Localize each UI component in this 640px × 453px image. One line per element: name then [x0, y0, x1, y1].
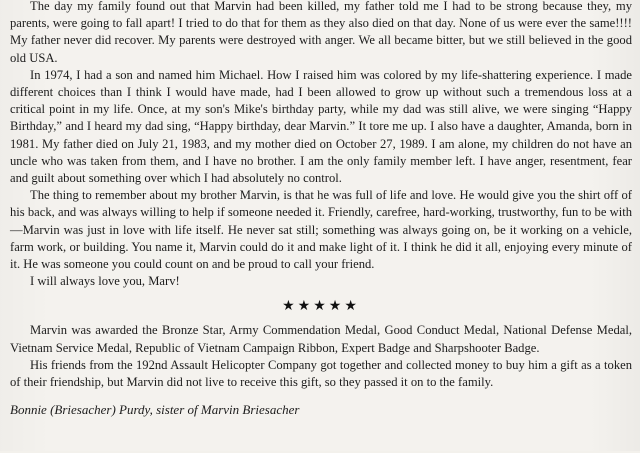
paragraph-friends-gift: His friends from the 192nd Assault Helicopter Company got together and collected money to buy him a gift as a token of their friendship, but Marvin did not live to receive this gift, so they passed it on to the family. — [10, 357, 632, 390]
paragraph-family-loss: The day my family found out that Marvin had been killed, my father told me I had to be strong because they, my parents, were going to fall apart! I tried to do that for them as they also died on that day. None of us were ever the same!!!! My father never did recover. My parents were destroyed with anger. We all became bitter, but we still believed in the good old USA. — [10, 0, 632, 65]
paragraph-son-michael: In 1974, I had a son and named him Michael. How I raised him was colored by my life-shattering experience. I made different choices than I think I would have made, had I been allowed to grow up without such a tremendous loss at a critical point in my life. Once, at my son's Mike's birthday party, while my dad was still alive, we were singing “Happy Birthday,” and I heard my dad sing, “Happy birthday, dear Marvin.” It tore me up. I also have a daughter, Amanda, born in 1981. My father died on July 21, 1983, and my mother died on October 27, 1989. I am alone, my children do not have an uncle who was taken from them, and I have no brother. I am the only family member left. I have anger, resentment, fear and guilt about something over which I had absolutely no control. — [10, 67, 632, 186]
paragraph-always-love: I will always love you, Marv! — [30, 274, 180, 289]
section-separator-stars: ★★★★★ — [282, 299, 360, 315]
author-signature: Bonnie (Briesacher) Purdy, sister of Marvin Briesacher — [10, 402, 300, 418]
paragraph-medals: Marvin was awarded the Bronze Star, Army Commendation Medal, Good Conduct Medal, National Defense Medal, Vietnam Service Medal, Republic of Vietnam Campaign Ribbon, Expert Badge and Sharpshooter Badge. — [10, 323, 632, 355]
paragraph-remember-marvin: The thing to remember about my brother Marvin, is that he was full of life and love. He would give you the shirt off of his back, and was always willing to help if someone needed it. Friendly, carefree, hard-working, trustworthy, fun to be with—Marvin was just in love with life itself. He never sat still; something was always going on, be it working on a vehicle, farm work, or building. You name it, Marvin could do it and make light of it. I think he did it all, enjoying every minute of it. He was someone you could count on and be proud to call your friend. — [10, 188, 632, 272]
